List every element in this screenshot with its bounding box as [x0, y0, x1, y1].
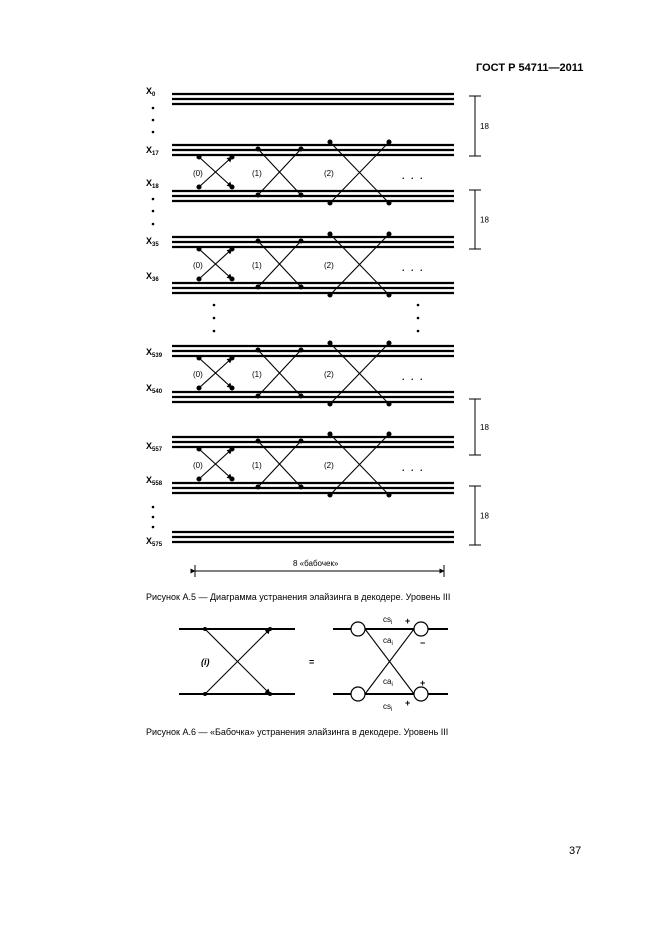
stage-label: (0) — [193, 461, 203, 470]
stage-label: (1) — [252, 169, 262, 178]
svg-text:+: + — [405, 616, 411, 626]
page-number: 37 — [569, 845, 582, 857]
row-label: $X_{539}$ — [146, 347, 163, 359]
row-label: $X_{36}$ — [146, 271, 159, 283]
ellipsis: . . . — [402, 171, 425, 181]
input-node-top — [351, 622, 365, 636]
group-size-label: 18 — [480, 511, 489, 521]
svg-text:+: + — [405, 698, 411, 708]
figure-a6-caption: Рисунок А.6 — «Бабочка» устранения элайзинга в декодере. Уровень III — [146, 727, 449, 737]
ellipsis: . . . — [402, 372, 425, 382]
stage-label: (2) — [324, 261, 334, 270]
document-header: ГОСТ Р 54711—2011 — [476, 62, 584, 74]
stage-label: (2) — [324, 169, 334, 178]
ellipsis: . . . — [402, 463, 425, 473]
row-label: $X_{558}$ — [146, 475, 163, 487]
svg-text:+: + — [420, 678, 426, 688]
svg-text:−: − — [420, 638, 426, 648]
stage-label: (1) — [252, 370, 262, 379]
row-label: $X_{557}$ — [146, 441, 163, 453]
svg-text:csi: $cs_i$ — [383, 702, 393, 713]
row-label: $X_{17}$ — [146, 145, 159, 157]
stage-label: (2) — [324, 370, 334, 379]
stage-label: (0) — [193, 370, 203, 379]
adder-node-top — [414, 622, 428, 636]
row-label: $X_{18}$ — [146, 178, 159, 190]
group-size-label: 18 — [480, 215, 489, 225]
row-label: $X_{575}$ — [146, 536, 163, 548]
group-size-label: 18 — [480, 423, 489, 432]
stage-label: (0) — [193, 261, 203, 270]
row-label: $X_{35}$ — [146, 236, 159, 248]
row-label: $X_{540}$ — [146, 383, 163, 395]
group-size-label: 18 — [480, 122, 489, 131]
butterfly-label: (i) — [201, 657, 210, 667]
stage-label: (1) — [252, 261, 262, 270]
figure-a5-caption: Рисунок А.5 — Диаграмма устранения элайзинга в декодере. Уровень III — [146, 592, 451, 602]
ellipsis: . . . — [402, 263, 425, 273]
adder-node-bottom — [414, 687, 428, 701]
svg-text:cai: $ca_i$ — [383, 636, 393, 647]
svg-text:csi: $cs_i$ — [383, 615, 393, 626]
input-node-bottom — [351, 687, 365, 701]
butterfly-count-label: 8 «бабочек» — [293, 559, 339, 568]
stage-label: (1) — [252, 461, 262, 470]
equals-sign: = — [309, 657, 315, 667]
row-label: $X_0$ — [146, 86, 156, 98]
stage-label: (2) — [324, 461, 334, 470]
stage-label: (0) — [193, 169, 203, 178]
svg-text:cai: $ca_i$ — [383, 677, 393, 688]
